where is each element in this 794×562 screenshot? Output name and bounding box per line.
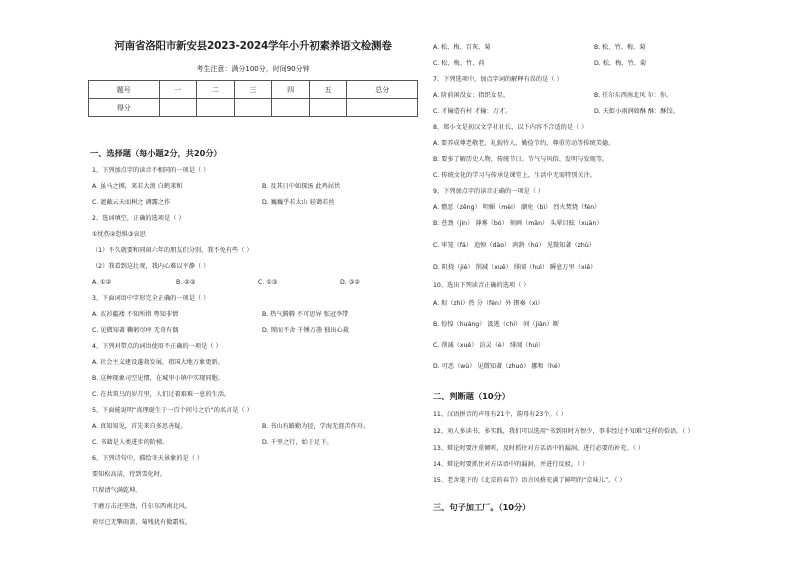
option: D. 松、梅、竹、菊: [594, 60, 647, 67]
option: C. 松、梅、竹、荷: [433, 60, 485, 67]
table-cell: 一: [159, 81, 197, 99]
table-row: [89, 81, 418, 99]
option: C. 才输造有村 才输：万才。: [433, 108, 512, 115]
option: A. 衣衫褴褛 不知所措 粤知非情: [92, 311, 179, 318]
option: C. ①③: [258, 279, 278, 286]
question: 8、郑小文是初汉文学社社长，以下内容不合适的是（ ）: [433, 124, 588, 131]
table-row: [89, 99, 418, 117]
option: A. 憎恶（zēng） 明媚（mèi） 潮免（bì） 烈火焚烧（fén）: [433, 204, 601, 211]
option: A. 松、梅、百灰、菊: [433, 44, 491, 51]
question: 2、选词填空，正确的选项是（ ）: [92, 215, 185, 222]
table-cell: 四: [272, 81, 310, 99]
option: D. 阻挠（jiè） 削减（xuē） 绯闻（huì） 瞬息万里（xiē）: [433, 264, 597, 271]
score-table: [88, 80, 418, 117]
option: C. 在共筑乌的岁月里，人们过着艰难一息的生活。: [92, 391, 231, 398]
option: D. 锲而不舍 千锤万凿 独出心裁: [262, 327, 349, 334]
question: 4、下列对带点的词语使用不正确的一项是（ ）: [92, 343, 222, 350]
option: C. 见微知著 鞠躬尽瘁 无奇有偶: [92, 327, 179, 334]
option: B. 热气腾腾 不可思异 张冠李带: [262, 311, 349, 318]
poem-line: 只留清气满乾坤。: [92, 487, 142, 494]
option: C. 书籍是人类进步的阶梯。: [92, 439, 169, 446]
poem-line: 要知松高洁，待到雪化时。: [92, 471, 167, 478]
question: 14、辩论时要抓住对方话语中的漏洞，并进行反驳。（ ）: [433, 461, 589, 468]
question: 9、下列加点字的读音正确的一项是（ ）: [433, 188, 545, 195]
score-input-cell[interactable]: [159, 99, 197, 117]
option: D. ③②: [340, 279, 360, 286]
poem-line: 干磨万击还坚劲，任尔东西南北风。: [92, 503, 191, 510]
option: B. 苍劲（jìn） 薄雾（bó） 刻画（mǎn） 头晕目眩（xuàn）: [433, 220, 603, 227]
question: 15、老舍笔下的《北京的春节》语言风格充满了鲜明的“京味儿”。（ ）: [433, 477, 626, 484]
question: 6、下列诗句中，描绘冬天景象的是（ ）: [92, 455, 204, 462]
table-cell: 总分: [347, 81, 418, 99]
score-input-cell[interactable]: [234, 99, 272, 117]
table-cell: 题号: [89, 81, 160, 99]
question: 12、劝人多读书，多实践，我们可以选用“书到用时方恨少，事非经过不知难”这样的俗语。（ ）: [433, 428, 694, 435]
question: 13、辩论时要注重倾听，及时抓住对方话语中的漏洞，进行必要的补充。（ ）: [433, 445, 644, 452]
table-cell: 五: [309, 81, 347, 99]
option: A. 真知知见，首先来自多思善疑。: [92, 423, 187, 430]
question-text: （1）不久就要和同窗六年的朋友们分别，我不免有些（ ）: [92, 247, 253, 254]
option: C. 遮蔽云天而树之 调露之作: [92, 199, 171, 206]
score-input-cell[interactable]: [272, 99, 310, 117]
score-input-cell[interactable]: [347, 99, 418, 117]
section-heading: 三、句子加工厂。（10分）: [433, 502, 531, 512]
question: 7、下列选项中，加点字词的解释有误的是（ ）: [433, 76, 563, 83]
score-input-cell[interactable]: [309, 99, 347, 117]
question: 1、下列加点字的读音不相同的一项是（ ）: [92, 167, 210, 174]
question: 3、下面词语中字形完全正确的一项是（ ）: [92, 295, 210, 302]
option: D. 千里之行，始于足下。: [262, 439, 333, 446]
option: A. 要养成尊老敬老、礼貌待人、勤俭节约、尊重劳动等传统美德。: [433, 140, 615, 147]
option: C. 传统文化的学习与传承是课堂上，生活中无需特别关注。: [433, 172, 596, 179]
score-input-cell[interactable]: [197, 99, 235, 117]
question: 11、汉语拼音的声母有21个，韵母有23个。（ ）: [433, 411, 567, 418]
option: D. 巍巍乎若太山 轻蔼若丝: [262, 199, 335, 206]
option: A. 阶前闲没女：指织女星。: [433, 92, 510, 99]
option: C. 牢笼（fá） 追悼（dào） 鸿鹄（hú） 见微知著（zhù）: [433, 242, 595, 249]
option: A. 垠（zhì）热 分（fèn）外 锲奏（xì）: [433, 300, 544, 307]
section-heading: 一、选择题（每小题2分，共20分）: [90, 148, 222, 158]
option: B. 这种现象司空见惯，在城里小镇中实现同胞。: [92, 375, 224, 382]
section-heading: 二、判断题（10分）: [433, 391, 510, 401]
exam-instructions: 考生注意：满分100分，时间90分钟: [196, 65, 310, 73]
poem-line: 荷尽已无擎雨盖，菊残犹有傲霜枝。: [92, 519, 191, 526]
question: 5、下面能说明“真理诞生于一百个问号之后”的名言是（ ）: [92, 407, 253, 414]
option: C. 削减（xuē） 泊灵（è） 绯闻（huì）: [433, 342, 545, 349]
option: B. 松、竹、梅、菊: [594, 44, 646, 51]
page-title: 河南省洛阳市新安县2023-2024学年小升初素养语文检测卷: [114, 40, 392, 52]
question: 10、选出下列读音正确的选项（ ）: [433, 282, 530, 289]
option: B. 要多了解历史人物、传统节日、节气与风俗、发明与发现等。: [433, 156, 609, 163]
option: B. ②③: [176, 279, 196, 286]
option: B. 任尔东西南北风 尔：你。: [594, 92, 673, 99]
option: A. ①②: [92, 279, 112, 286]
option: D. 天街小雨润如酥 酥：酥饺。: [594, 108, 679, 115]
option: B. 书山有路勤为径，学海无涯苦作舟。: [262, 423, 370, 430]
table-cell: 二: [197, 81, 235, 99]
option: D. 可恶（wù） 见微知著（zhuó） 挪和（hé）: [433, 363, 564, 370]
question-text: ①忧伤②恐惧③哀思: [92, 231, 146, 238]
option: B. 及其日中如探汤 此鸡屈伏: [262, 183, 341, 190]
table-cell: 得分: [89, 99, 160, 117]
option: A. 虽马之掷，来若大浪 白鹤来和: [92, 183, 183, 190]
table-cell: 三: [234, 81, 272, 99]
question-text: （2）我看到这壮观，我内心难以平静（ ）: [92, 263, 210, 270]
option: B. 惊惶（huáng） 汲逃（chí） 间（jiàn）断: [433, 321, 560, 328]
option: A. 社会主义建设蓬勃发展，祖国大地万象更新。: [92, 359, 224, 366]
